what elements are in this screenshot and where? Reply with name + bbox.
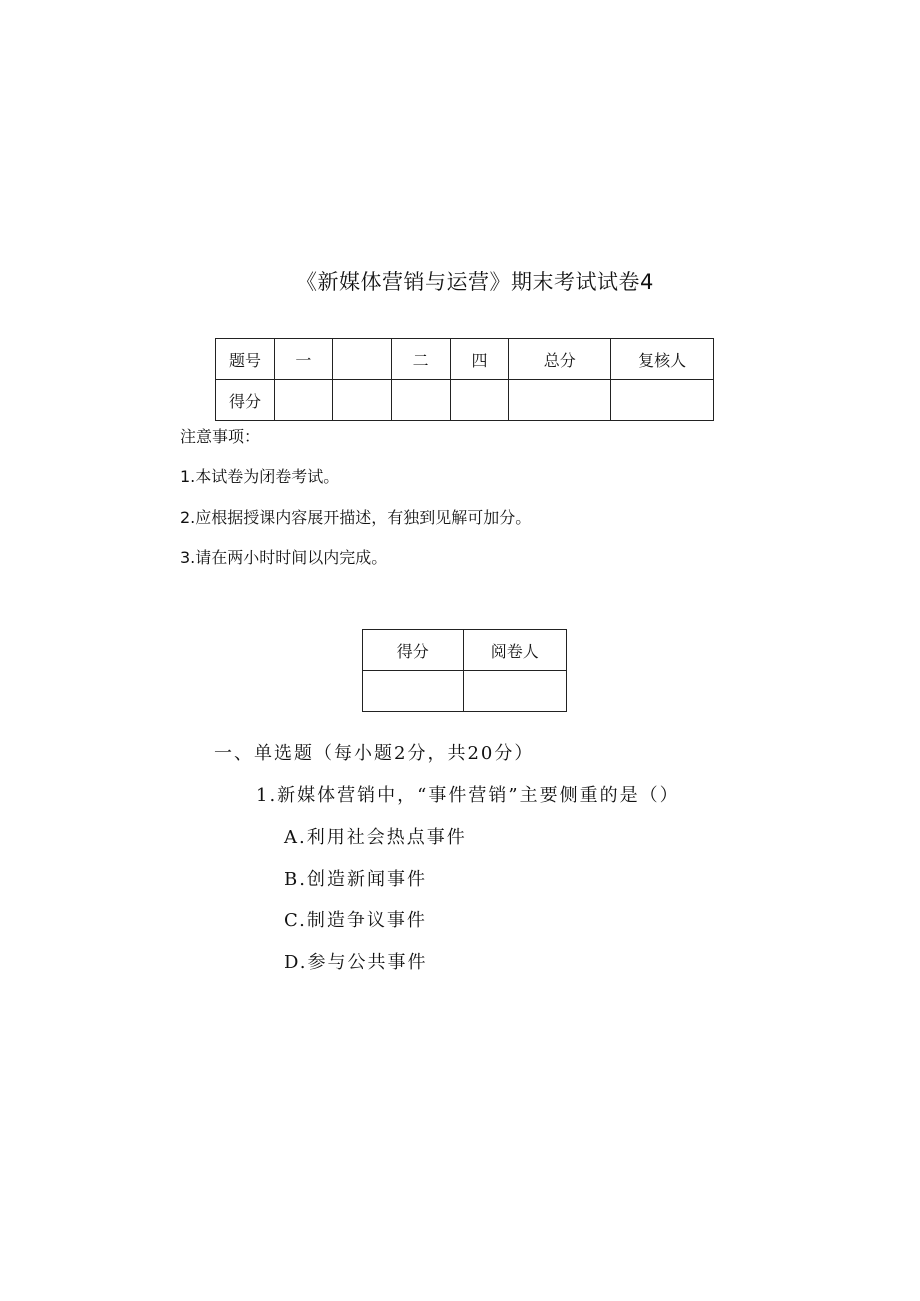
question-col-3: 二: [391, 339, 450, 380]
score-row-label: 得分: [216, 380, 275, 421]
option-a: A.利用社会热点事件: [284, 827, 467, 848]
score-cell: [391, 380, 450, 421]
total-score-cell: [509, 380, 611, 421]
question-col-4: 四: [450, 339, 509, 380]
reviewer-label: 复核人: [611, 339, 714, 380]
score-table-header-row: [216, 339, 714, 380]
score-cell: [450, 380, 509, 421]
question-stem: 1.新媒体营销中，“事件营销”主要侧重的是（）: [256, 785, 680, 806]
grader-table-blank-row: [363, 671, 567, 712]
total-score-label: 总分: [509, 339, 611, 380]
notes-heading: 注意事项：: [180, 427, 261, 446]
section-heading: 一、单选题（每小题2分，共20分）: [214, 743, 535, 764]
grader-table: [362, 629, 567, 712]
score-cell: [274, 380, 332, 421]
score-table-score-row: [216, 380, 714, 421]
note-item: 2.应根据授课内容展开描述，有独到见解可加分。: [180, 508, 532, 527]
grader-label: 阅卷人: [463, 630, 567, 671]
option-c: C.制造争议事件: [284, 910, 427, 931]
score-cell: [332, 380, 391, 421]
note-item: 1.本试卷为闭卷考试。: [180, 467, 340, 486]
section-score-cell: [363, 671, 464, 712]
question-col-1: 一: [274, 339, 332, 380]
question-col-2: [332, 339, 391, 380]
grader-table-header-row: [363, 630, 567, 671]
option-d: D.参与公共事件: [284, 952, 428, 973]
score-table: [215, 338, 714, 421]
exam-title: 《新媒体营销与运营》期末考试试卷4: [296, 270, 654, 294]
question-number-label: 题号: [216, 339, 275, 380]
option-b: B.创造新闻事件: [284, 869, 427, 890]
section-score-label: 得分: [363, 630, 464, 671]
grader-cell: [463, 671, 567, 712]
reviewer-cell: [611, 380, 714, 421]
note-item: 3.请在两小时时间以内完成。: [180, 548, 388, 567]
